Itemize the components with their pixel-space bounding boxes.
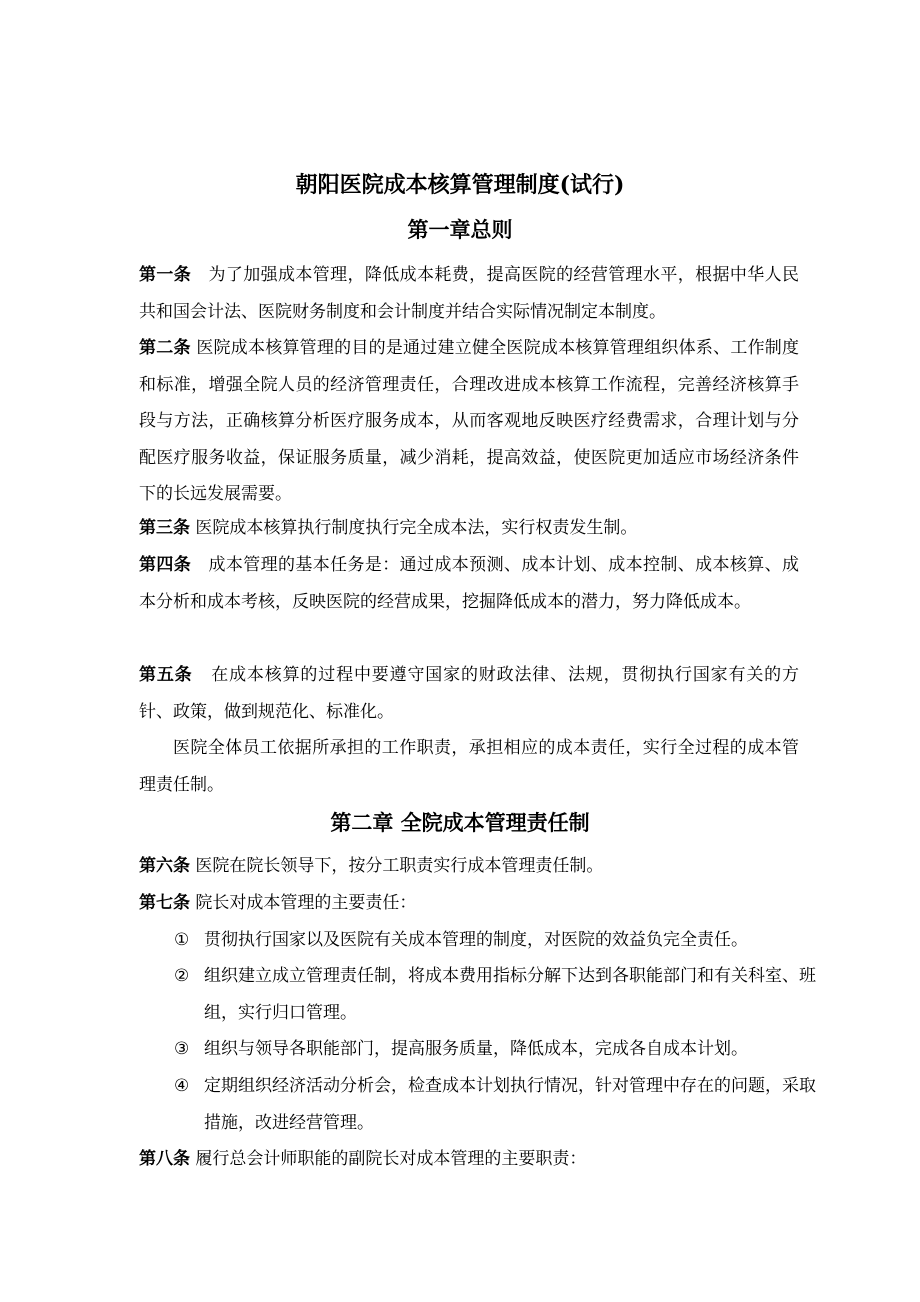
list-item-number: ②: [174, 966, 190, 986]
document-title: 朝阳医院成本核算管理制度(试行): [295, 172, 625, 198]
article-8-text: 履行总会计师职能的副院长对成本管理的主要职责：: [195, 1149, 587, 1169]
article-1-text: 为了加强成本管理，降低成本耗费，提高医院的经营管理水平，根据中华人民共和国会计法、医院财务制度和会计制度并结合实际情况制定本制度。: [139, 265, 800, 322]
article-4: [139, 547, 799, 620]
list-item-text: 组织建立成立管理责任制，将成本费用指标分解下达到各职能部门和有关科室、班组，实行归口管理。: [204, 966, 816, 1023]
article-2: [139, 330, 799, 513]
article-6-text: 医院在院长领导下，按分工职责实行成本管理责任制。: [195, 856, 604, 876]
article-4-label: 第四条: [139, 555, 192, 575]
article-5-label: 第五条: [139, 665, 193, 685]
article-3-label: 第三条: [139, 518, 190, 538]
list-item-text: 贯彻执行国家以及医院有关成本管理的制度，对医院的效益负完全责任。: [204, 930, 748, 950]
article-3-text: 医院成本核算执行制度执行完全成本法，实行权责发生制。: [195, 518, 638, 538]
article-1: [139, 257, 799, 330]
article-7: [139, 885, 799, 922]
article-4-text: 成本管理的基本任务是：通过成本预测、成本计划、成本控制、成本核算、成本分析和成本考核，反映医院的经营成果，挖掘降低成本的潜力，努力降低成本。: [139, 555, 800, 612]
list-item: [174, 958, 832, 1031]
list-item: [174, 922, 832, 959]
chapter-2-title: 第二章 全院成本管理责任制: [330, 810, 590, 835]
list-item-number: ①: [174, 930, 190, 950]
article-6-label: 第六条: [139, 856, 190, 876]
article-7-text: 院长对成本管理的主要责任：: [195, 893, 417, 913]
article-5-paragraph: 医院全体员工依据所承担的工作职责，承担相应的成本责任，实行全过程的成本管理责任制。: [139, 738, 799, 795]
article-2-text: 医院成本核算管理的目的是通过建立健全医院成本核算管理组织体系、工作制度和标准，增强全院人员的经济管理责任，合理改进成本核算工作流程，完善经济核算手段与方法，正确核算分析医疗服务成本，从而客观地反映医疗经费需求，合理计划与分配医疗服务收益，保证服务质量，减少消耗，提高效益，使医院更加适应市场经济条件下的长远发展需要。: [139, 338, 800, 505]
article-1-label: 第一条: [139, 265, 192, 285]
list-item-number: ③: [174, 1039, 190, 1059]
list-item-text: 定期组织经济活动分析会，检查成本计划执行情况，针对管理中存在的问题，采取措施，改进经营管理。: [204, 1076, 816, 1133]
article-5: [139, 657, 799, 730]
article-5-text: 在成本核算的过程中要遵守国家的财政法律、法规，贯彻执行国家有关的方针、政策，做到规范化、标准化。: [139, 665, 800, 722]
list-item: [174, 1031, 832, 1068]
article-6: [139, 848, 799, 885]
article-8: [139, 1141, 799, 1178]
chapter-1-title: 第一章总则: [407, 217, 513, 242]
article-8-label: 第八条: [139, 1149, 190, 1169]
article-2-label: 第二条: [139, 338, 191, 358]
article-7-label: 第七条: [139, 893, 190, 913]
article-3: [139, 510, 799, 547]
list-item-text: 组织与领导各职能部门，提高服务质量，降低成本，完成各自成本计划。: [204, 1039, 748, 1059]
list-item-number: ④: [174, 1076, 190, 1096]
list-item: [174, 1068, 832, 1141]
